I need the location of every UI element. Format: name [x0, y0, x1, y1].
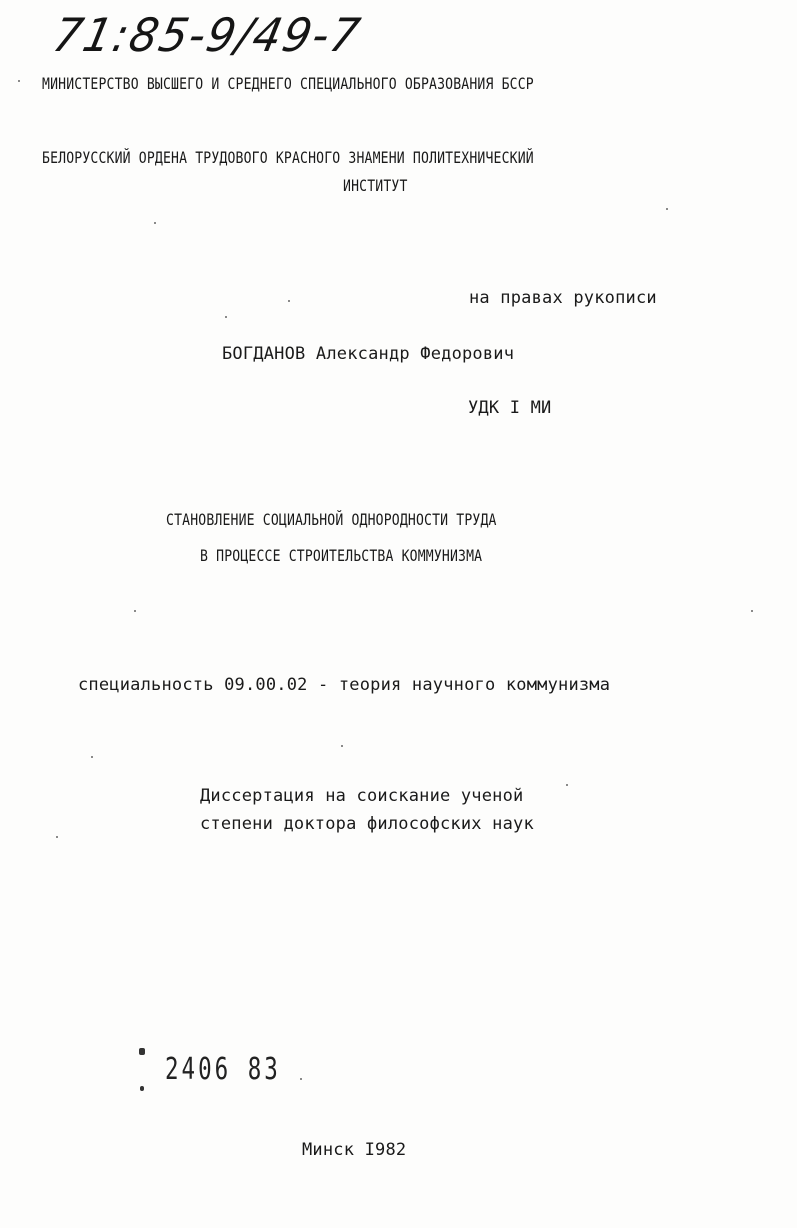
scan-speck	[225, 316, 227, 318]
ministry-heading: МИНИСТЕРСТВО ВЫСШЕГО И СРЕДНЕГО СПЕЦИАЛЬНОГО ОБРАЗОВАНИЯ БССР	[42, 74, 534, 93]
scan-speck	[300, 1078, 302, 1080]
dissertation-title-line2: В ПРОЦЕССЕ СТРОИТЕЛЬСТВА КОММУНИЗМА	[200, 546, 483, 565]
manuscript-rights-note: на правах рукописи	[469, 288, 657, 308]
scan-speck	[18, 80, 20, 82]
inventory-stamp-number: 2406 83	[165, 1052, 281, 1087]
scan-speck	[341, 745, 343, 747]
dissertation-title-line1: СТАНОВЛЕНИЕ СОЦИАЛЬНОЙ ОДНОРОДНОСТИ ТРУДА	[166, 510, 497, 529]
ink-mark	[140, 1086, 144, 1091]
scan-speck	[134, 610, 136, 612]
institute-heading-line2: ИНСТИТУТ	[343, 176, 408, 195]
scan-speck	[751, 610, 753, 612]
specialty-line: специальность 09.00.02 - теория научного коммунизма	[78, 675, 611, 695]
scan-speck	[56, 836, 58, 838]
city-and-year: Минск I982	[302, 1140, 407, 1160]
scan-speck	[288, 300, 290, 302]
scan-speck	[566, 784, 568, 786]
scan-speck	[91, 756, 93, 758]
udk-code: УДК I МИ	[468, 398, 552, 418]
scan-speck	[154, 222, 156, 224]
dissertation-type-line1: Диссертация на соискание ученой	[200, 786, 524, 806]
scan-speck	[666, 208, 668, 210]
dissertation-type-line2: степени доктора философских наук	[200, 814, 534, 834]
author-name: БОГДАНОВ Александр Федорович	[222, 344, 515, 364]
ink-mark	[139, 1048, 145, 1055]
institute-heading-line1: БЕЛОРУССКИЙ ОРДЕНА ТРУДОВОГО КРАСНОГО ЗНАМЕНИ ПОЛИТЕХНИЧЕСКИЙ	[42, 148, 534, 167]
handwritten-registration-code: 71:85-9/49-7	[48, 8, 367, 62]
